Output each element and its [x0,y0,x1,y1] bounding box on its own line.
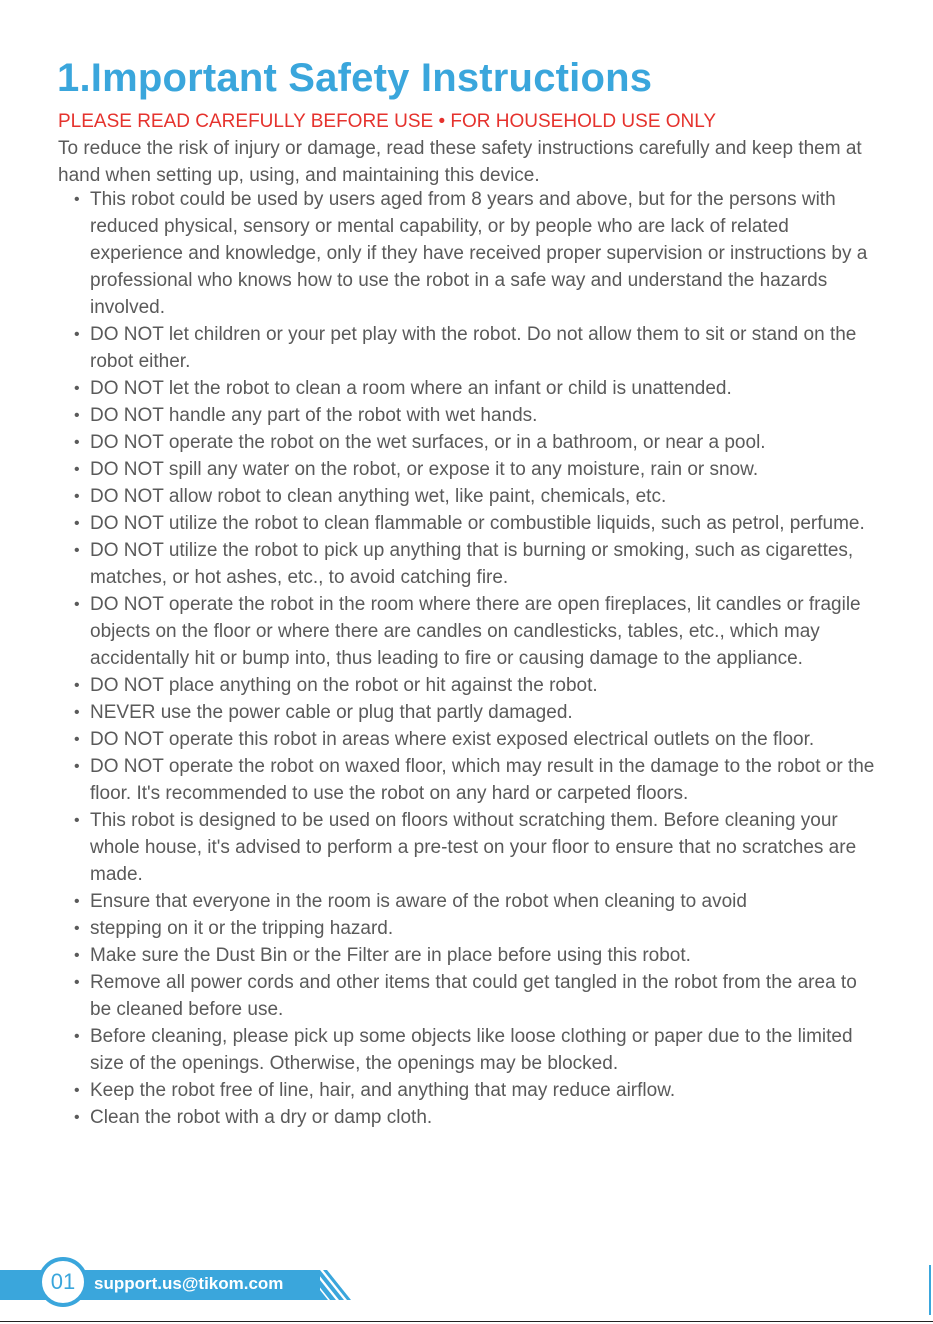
safety-rule-text: DO NOT operate the robot on waxed floor, which may result in the damage to the robot or the floor. It's recommended to use the robot on any hard or carpeted floors. [90,756,875,804]
safety-rule-text: DO NOT utilize the robot to pick up anything that is burning or smoking, such as cigarettes, matches, or hot ashes, etc., to avoid catching fire. [90,540,854,588]
safety-rule-item [72,483,882,510]
bullet-icon: • [74,677,80,694]
safety-rule-item [72,1104,882,1131]
safety-rule-item [72,672,882,699]
bullet-icon: • [74,812,80,829]
usage-warning-subtitle: PLEASE READ CAREFULLY BEFORE USE • FOR HOUSEHOLD USE ONLY [58,111,717,132]
safety-rule-text: DO NOT let the robot to clean a room where an infant or child is unattended. [90,378,732,399]
safety-rule-item [72,321,882,375]
safety-rule-text: DO NOT handle any part of the robot with wet hands. [90,405,538,426]
page-bottom-rule [0,1321,933,1322]
bullet-icon: • [74,1082,80,1099]
safety-rule-item [72,510,882,537]
safety-rule-item [72,591,882,672]
safety-rule-item [72,402,882,429]
bullet-icon: • [74,380,80,397]
page-title: 1.Important Safety Instructions [57,56,653,100]
bullet-icon: • [74,1109,80,1126]
safety-rule-item [72,699,882,726]
bullet-icon: • [74,893,80,910]
safety-rule-item [72,969,882,1023]
bullet-icon: • [74,407,80,424]
bullet-icon: • [74,515,80,532]
safety-rule-text: DO NOT operate the robot on the wet surfaces, or in a bathroom, or near a pool. [90,432,766,453]
safety-rule-text: This robot could be used by users aged from 8 years and above, but for the persons with reduced physical, sensory or mental capability, or by people who are lack of related experience and knowledge, only if they have received proper supervision or instructions by a professional who knows how to use the robot in a safe way and understand the hazards involved. [90,189,868,318]
safety-rule-text: Make sure the Dust Bin or the Filter are in place before using this robot. [90,945,691,966]
page-number: 01 [50,1269,76,1294]
bullet-icon: • [74,488,80,505]
bullet-icon: • [74,704,80,721]
safety-rule-text: stepping on it or the tripping hazard. [90,918,394,939]
footer-stripes-decoration [290,1267,356,1303]
safety-rule-text: NEVER use the power cable or plug that partly damaged. [90,702,573,723]
safety-rule-text: DO NOT place anything on the robot or hit against the robot. [90,675,598,696]
bullet-icon: • [74,758,80,775]
safety-rule-item [72,942,882,969]
safety-rule-text: DO NOT let children or your pet play with the robot. Do not allow them to sit or stand on the robot either. [90,324,857,372]
bullet-icon: • [74,326,80,343]
safety-rule-item [72,456,882,483]
bullet-icon: • [74,1028,80,1045]
safety-rule-item [72,537,882,591]
bullet-icon: • [74,731,80,748]
bullet-icon: • [74,461,80,478]
bullet-icon: • [74,542,80,559]
safety-rule-text: DO NOT utilize the robot to clean flammable or combustible liquids, such as petrol, perfume. [90,513,865,534]
safety-rules-list [72,186,882,1131]
page-number-badge [38,1257,88,1307]
safety-rule-item [72,429,882,456]
safety-rule-text: Clean the robot with a dry or damp cloth. [90,1107,433,1128]
safety-rule-text: Ensure that everyone in the room is aware of the robot when cleaning to avoid [90,891,747,912]
safety-rule-text: Keep the robot free of line, hair, and anything that may reduce airflow. [90,1080,676,1101]
safety-rule-item [72,753,882,807]
safety-rule-text: DO NOT operate this robot in areas where exist exposed electrical outlets on the floor. [90,729,815,750]
safety-rule-text: DO NOT spill any water on the robot, or expose it to any moisture, rain or snow. [90,459,759,480]
bullet-icon: • [74,920,80,937]
bullet-icon: • [74,191,80,208]
safety-rule-item [72,888,882,915]
bullet-icon: • [74,974,80,991]
safety-rule-text: This robot is designed to be used on floors without scratching them. Before cleaning your whole house, it's advised to perform a pre-test on your floor to ensure that no scratches are made. [90,810,857,885]
page-footer [0,1255,933,1324]
safety-rule-item [72,1023,882,1077]
safety-rule-item [72,186,882,321]
bullet-icon: • [74,947,80,964]
support-email-link[interactable]: support.us@tikom.com [94,1274,284,1293]
safety-rule-item [72,375,882,402]
safety-rule-item [72,915,882,942]
safety-rule-item [72,726,882,753]
intro-paragraph: To reduce the risk of injury or damage, read these safety instructions carefully and keep them at hand when setting up, using, and maintaining this device. [58,138,862,186]
bullet-icon: • [74,596,80,613]
safety-rule-text: Remove all power cords and other items that could get tangled in the robot from the area to be cleaned before use. [90,972,857,1020]
safety-rule-item [72,1077,882,1104]
bullet-icon: • [74,434,80,451]
safety-rule-item [72,807,882,888]
safety-rule-text: DO NOT allow robot to clean anything wet, like paint, chemicals, etc. [90,486,667,507]
safety-rule-text: Before cleaning, please pick up some objects like loose clothing or paper due to the limited size of the openings. Otherwise, the openings may be blocked. [90,1026,853,1074]
page-edge-mark [929,1265,931,1315]
safety-rule-text: DO NOT operate the robot in the room where there are open fireplaces, lit candles or fragile objects on the floor or where there are candles on candlesticks, tables, etc., which may accidentally hit or bump into, thus leading to fire or causing damage to the appliance. [90,594,861,669]
